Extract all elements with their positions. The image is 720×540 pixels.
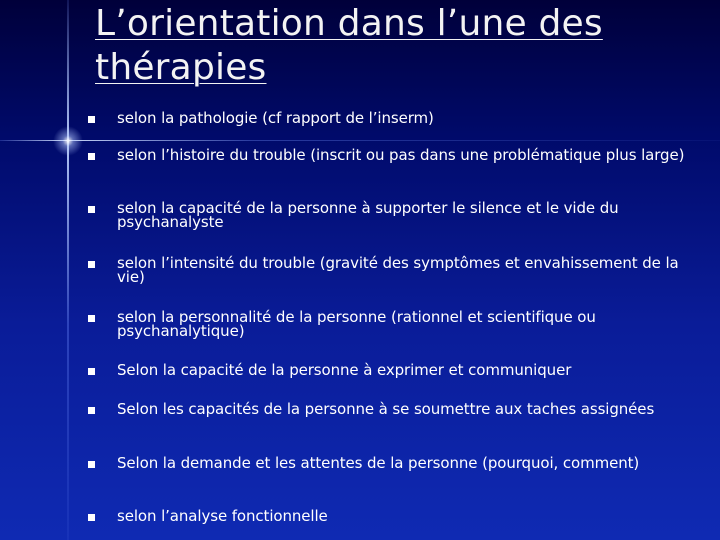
bullet-text: selon l’histoire du trouble (inscrit ou pas dans une problématique plus large) — [117, 146, 685, 164]
bullet-square-icon — [88, 461, 95, 468]
bullet-square-icon — [88, 315, 95, 322]
bullet-square-icon — [88, 153, 95, 160]
bullet-text: selon la personnalité de la personne (rationnel et scientifique ou psychanalytique) — [117, 308, 596, 340]
decorative-vertical-line — [67, 0, 69, 540]
bullet-square-icon — [88, 206, 95, 213]
bullet-square-icon — [88, 514, 95, 521]
decorative-star-glow — [53, 126, 83, 156]
bullet-text: selon l’analyse fonctionnelle — [117, 507, 328, 525]
bullet-text: selon l’intensité du trouble (gravité des symptômes et envahissement de la vie) — [117, 254, 679, 286]
bullet-square-icon — [88, 407, 95, 414]
bullet-text: Selon les capacités de la personne à se soumettre aux taches assignées — [117, 400, 655, 418]
slide-title: L’orientation dans l’une des thérapies — [95, 3, 603, 88]
bullet-text: Selon la demande et les attentes de la personne (pourquoi, comment) — [117, 454, 640, 472]
bullet-square-icon — [88, 116, 95, 123]
bullet-square-icon — [88, 261, 95, 268]
decorative-horizontal-line — [0, 140, 720, 141]
bullet-square-icon — [88, 368, 95, 375]
bullet-text: selon la pathologie (cf rapport de l’inserm) — [117, 109, 434, 127]
bullet-text: Selon la capacité de la personne à exprimer et communiquer — [117, 361, 572, 379]
bullet-text: selon la capacité de la personne à supporter le silence et le vide du psychanalyste — [117, 199, 619, 231]
